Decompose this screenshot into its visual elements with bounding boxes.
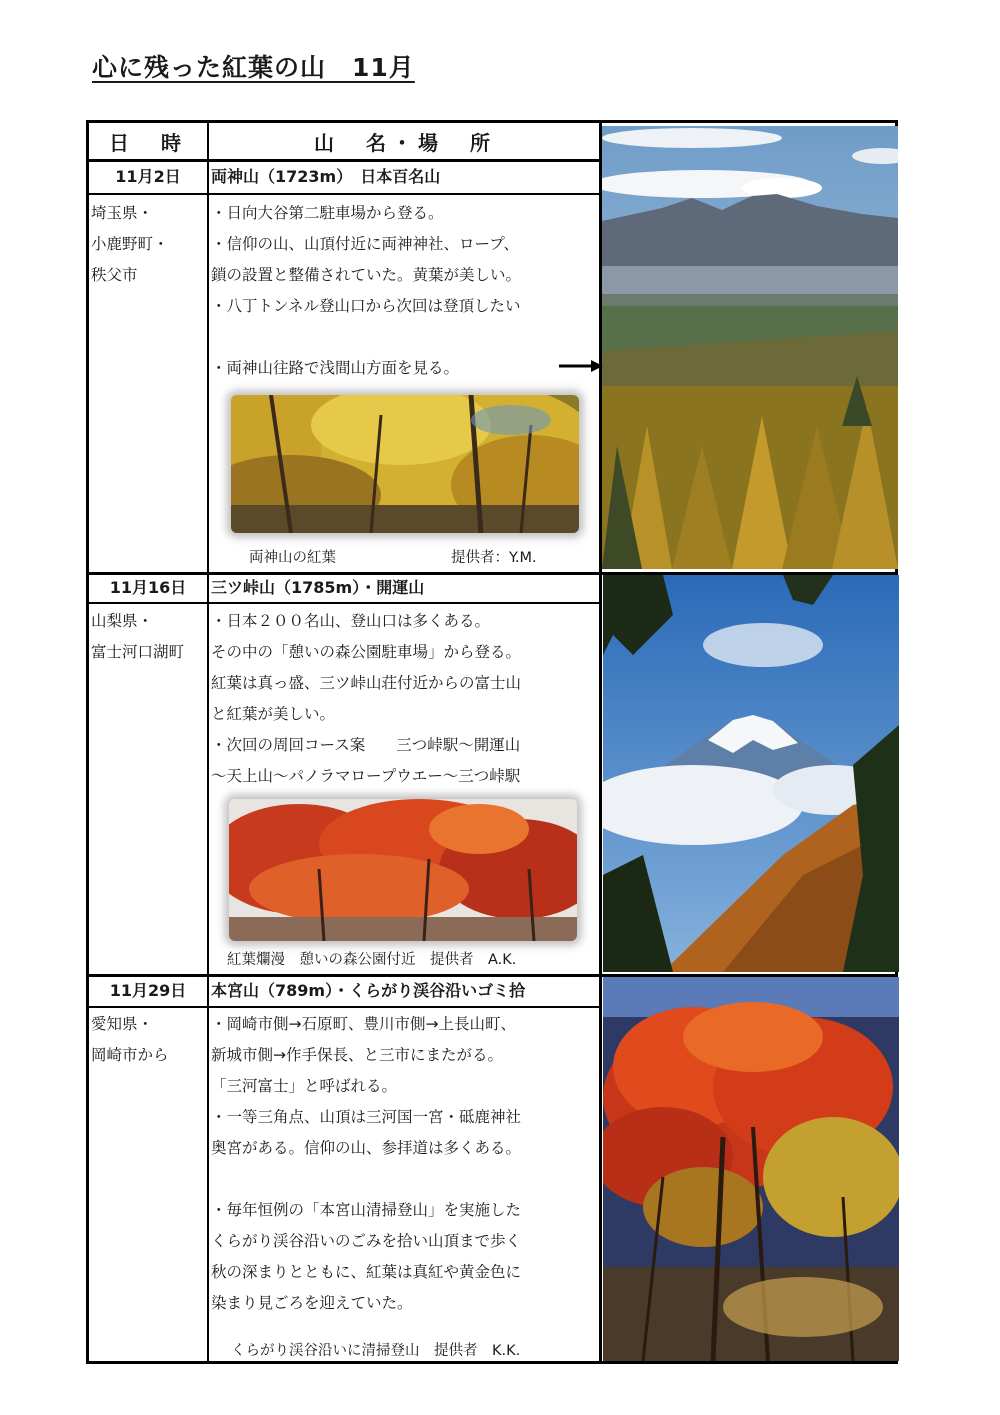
right-arrow-icon [559, 359, 603, 373]
description-line: ・次回の周回コース案 三つ峠駅～開運山 [211, 736, 521, 754]
mt-fuji-photo [603, 575, 899, 972]
description-line: と紅葉が美しい。 [211, 705, 336, 723]
description-line [211, 322, 599, 353]
description-line: ・毎年恒例の「本宮山清掃登山」を実施した [211, 1201, 522, 1219]
photo-caption: 両神山の紅葉 [249, 550, 336, 566]
location [91, 1009, 207, 1071]
description-line: ・一等三角点、山頂は三河国一宮・砥鹿神社 [211, 1108, 522, 1126]
description-line: くらがり渓谷沿いのごみを拾い山頂まで歩く [211, 1232, 522, 1250]
entry-date: 11月2日 [115, 167, 181, 186]
entry-date: 11月29日 [109, 981, 187, 1000]
location-line: 愛知県・ [91, 1015, 154, 1033]
entry-description [211, 606, 599, 792]
row-divider [89, 193, 601, 195]
ryokami-foliage-photo [231, 395, 579, 533]
description-line: 「三河富士」と呼ばれる。 [211, 1077, 398, 1095]
description-line: ・日向大谷第二駐車場から登る。 [211, 204, 444, 222]
description-line: ・信仰の山、山頂付近に両神神社、ロープ、 [211, 235, 519, 253]
date-column-header: 日 時 [109, 131, 187, 155]
location-line: 山梨県・ [91, 612, 154, 630]
autumn-leaves-table [86, 120, 898, 1364]
description-line: ・岡崎市側→石原町、豊川市側→上長山町、 [211, 1015, 516, 1033]
mountain-name: 両神山（1723m） 日本百名山 [211, 167, 441, 186]
asama-view-photo [602, 126, 898, 569]
mountain-name: 三ツ峠山（1785m）・開運山 [211, 578, 425, 597]
photo-caption: くらがり渓谷沿いに清掃登山 提供者 K.K. [231, 1343, 521, 1359]
mountain-name: 本宮山（789m）・くらがり渓谷沿いゴミ拾 [211, 981, 526, 1000]
description-line: 奥宮がある。信仰の山、参拝道は多くある。 [211, 1139, 522, 1157]
photo-provider: 提供者：Y.M. [451, 550, 537, 566]
column-divider [207, 123, 209, 1361]
description-line: 染まり見ごろを迎えていた。 [211, 1294, 413, 1312]
photo-caption: 紅葉爛漫 憩いの森公園付近 提供者 A.K. [227, 952, 517, 968]
description-line: ・両神山往路で浅間山方面を見る。 [211, 359, 460, 377]
location-line: 富士河口湖町 [91, 643, 185, 661]
entry-description [211, 1009, 599, 1319]
description-line: ・八丁トンネル登山口から次回は登頂したい [211, 297, 521, 315]
description-line: 紅葉は真っ盛、三ツ峠山荘付近からの富士山 [211, 674, 522, 692]
description-line: 鎖の設置と整備されていた。黄葉が美しい。 [211, 266, 522, 284]
location-line: 岡崎市から [91, 1046, 169, 1064]
description-line: ～天上山～パノラマロープウエー～三つ峠駅 [211, 767, 521, 785]
page-title: 心に残った紅葉の山 11月 [92, 53, 415, 82]
hongu-foliage-photo [603, 977, 899, 1361]
description-line: ・日本２００名山、登山口は多くある。 [211, 612, 491, 630]
description-line: 秋の深まりとともに、紅葉は真紅や黄金色に [211, 1263, 522, 1281]
location [91, 198, 207, 291]
description-line: 新城市側→作手保長、と三市にまたがる。 [211, 1046, 503, 1064]
ikoi-forest-foliage-photo [229, 799, 577, 941]
location-line: 埼玉県・ [91, 204, 154, 222]
description-line [211, 1164, 599, 1195]
description-line: その中の「憩いの森公園駐車場」から登る。 [211, 643, 522, 661]
location-line: 小鹿野町・ [91, 235, 169, 253]
location [91, 606, 207, 668]
location-line: 秩父市 [91, 266, 138, 284]
entry-date: 11月16日 [109, 578, 187, 597]
place-column-header: 山 名・場 所 [314, 131, 496, 155]
entry-description [211, 198, 599, 384]
